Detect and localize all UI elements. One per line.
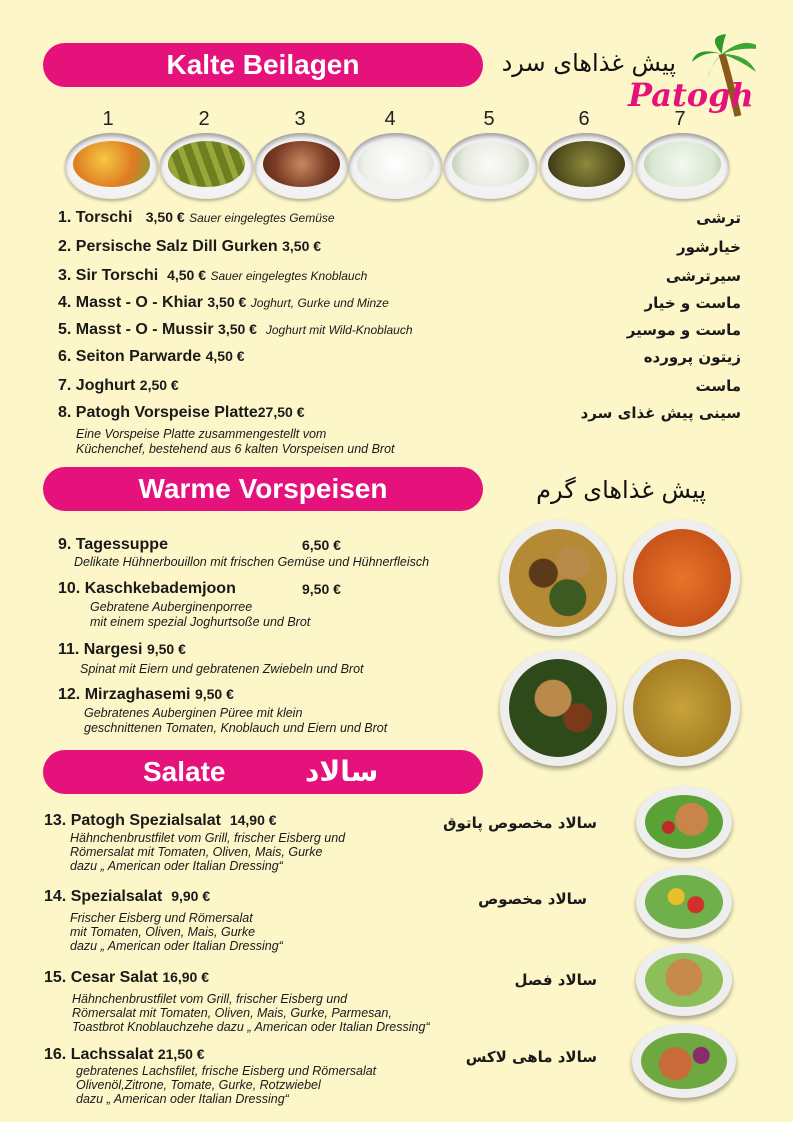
section-title-salate: Salate: [143, 756, 226, 787]
menu-item-10-price: 9,50 €: [302, 581, 341, 597]
menu-item-5-fa: ماست و موسیر: [626, 321, 741, 339]
menu-item-11-desc: Spinat mit Eiern und gebratenen Zwiebeln und Brot: [80, 662, 364, 676]
menu-item-14: 14. Spezialsalat 9,90 €: [44, 888, 211, 905]
menu-item-14-desc-2: mit Tomaten, Oliven, Mais, Gurke: [70, 925, 256, 939]
menu-item-5: 5. Masst - O - Mussir 3,50 € Joghurt mit Wild-Knoblauch: [58, 321, 413, 338]
bowl-sir-torschi: [255, 133, 348, 199]
menu-item-15-desc-1: Hähnchenbrustfilet vom Grill, frischer Eisberg und: [72, 992, 348, 1006]
menu-item-16-fa: سالاد ماهی لاکس: [465, 1048, 597, 1066]
dish-mirzaghasemi-image: [624, 650, 740, 766]
menu-item-13: 13. Patogh Spezialsalat 14,90 €: [44, 812, 277, 829]
section-title-fa-salate: سالاد: [305, 755, 379, 788]
menu-item-12-desc-1: Gebratenes Auberginen Püree mit klein: [84, 706, 303, 720]
menu-item-16-desc-3: dazu „ American oder Italian Dressing“: [76, 1092, 289, 1106]
menu-item-9-price: 6,50 €: [302, 537, 341, 553]
section-banner-kalte: [43, 43, 483, 87]
menu-item-8-desc-1: Eine Vorspeise Platte zusammengestellt vom: [76, 427, 327, 441]
bowl-gurken: [160, 133, 253, 199]
menu-item-7: 7. Joghurt 2,50 €: [58, 377, 179, 394]
salad-cesar-image: [636, 944, 732, 1016]
menu-item-3-fa: سیرترشی: [665, 267, 741, 285]
menu-item-13-desc-3: dazu „ American oder Italian Dressing“: [70, 859, 283, 873]
menu-item-8: 8. Patogh Vorspeise Platte27,50 €: [58, 404, 305, 421]
menu-item-10-desc-2: mit einem spezial Joghurtsoße und Brot: [90, 615, 311, 629]
menu-item-16-desc-1: gebratenes Lachsfilet, frische Eisberg und Römersalat: [76, 1064, 377, 1078]
section-title-fa-kalte: پیش غذاهای سرد: [501, 49, 676, 77]
menu-item-15: 15. Cesar Salat 16,90 €: [44, 969, 210, 986]
bowl-masst-khiar: [349, 133, 442, 199]
salad-spezial-image: [636, 866, 732, 938]
menu-item-6-fa: زیتون پرورده: [643, 348, 741, 366]
menu-item-15-desc-3: Toastbrot Knoblauchzehe dazu „ American oder Italian Dressing“: [72, 1020, 430, 1034]
bowl-number-6: 6: [578, 108, 590, 130]
section-banner-salate: [43, 750, 483, 794]
menu-item-13-fa: سالاد مخصوص پاتوق: [443, 814, 597, 832]
menu-item-8-desc-2: Küchenchef, bestehend aus 6 kalten Vorspeisen und Brot: [76, 442, 395, 456]
menu-item-14-desc-1: Frischer Eisberg und Römersalat: [70, 911, 253, 925]
section-title-kalte: Kalte Beilagen: [166, 49, 360, 80]
menu-item-16-desc-2: Olivenöl,Zitrone, Tomate, Gurke, Rotzwiebel: [76, 1078, 321, 1092]
menu-item-16: 16. Lachssalat 21,50 €: [44, 1046, 205, 1063]
menu-item-7-fa: ماست: [695, 377, 741, 395]
menu-item-2-fa: خیارشور: [677, 238, 741, 256]
salad-lachs-image: [632, 1024, 736, 1098]
bowl-number-1: 1: [102, 108, 114, 130]
menu-item-12: 12. Mirzaghasemi 9,50 €: [58, 686, 234, 703]
menu-item-13-desc-2: Römersalat mit Tomaten, Oliven, Mais, Gurke: [70, 845, 323, 859]
dish-kaschkebademjoon-image: [500, 520, 616, 636]
salad-patogh-image: [636, 786, 732, 858]
menu-item-4-fa: ماست و خیار: [644, 294, 741, 312]
bowl-number-5: 5: [483, 108, 495, 130]
dish-nargesi-image: [500, 650, 616, 766]
menu-item-4: 4. Masst - O - Khiar 3,50 € Joghurt, Gurke und Minze: [58, 294, 389, 311]
bowl-number-7: 7: [674, 108, 686, 130]
menu-item-2: 2. Persische Salz Dill Gurken 3,50 €: [58, 238, 322, 255]
menu-item-1-fa: ترشی: [696, 209, 741, 227]
menu-item-10: 10. Kaschkebademjoon: [58, 580, 236, 597]
bowl-masst-mussir: [444, 133, 537, 199]
section-title-warme: Warme Vorspeisen: [138, 473, 388, 504]
menu-item-6: 6. Seiton Parwarde 4,50 €: [58, 348, 245, 365]
logo-text: Patogh: [628, 76, 754, 114]
bowl-torschi: [65, 133, 158, 199]
menu-item-12-desc-2: geschnittenen Tomaten, Knoblauch und Eiern und Brot: [84, 721, 388, 735]
bowl-number-4: 4: [384, 108, 396, 130]
menu-item-3: 3. Sir Torschi 4,50 € Sauer eingelegtes Knoblauch: [58, 267, 368, 284]
bowl-seiton: [540, 133, 633, 199]
menu-item-15-fa: سالاد فصل: [514, 971, 597, 989]
menu-item-14-desc-3: dazu „ American oder Italian Dressing“: [70, 939, 283, 953]
section-title-fa-warme: پیش غذاهای گرم: [536, 476, 706, 504]
menu-item-10-desc-1: Gebratene Auberginenporree: [90, 600, 253, 614]
menu-item-8-fa: سینی پیش غذای سرد: [580, 404, 741, 422]
menu-item-13-desc-1: Hähnchenbrustfilet vom Grill, frischer Eisberg und: [70, 831, 346, 845]
menu-item-9: 9. Tagessuppe: [58, 536, 168, 553]
bowl-joghurt: [636, 133, 729, 199]
dish-tagessuppe-image: [624, 520, 740, 636]
menu-item-14-fa: سالاد مخصوص: [478, 890, 587, 908]
menu-item-15-desc-2: Römersalat mit Tomaten, Oliven, Mais, Gurke, Parmesan,: [72, 1006, 392, 1020]
menu-item-9-desc: Delikate Hühnerbouillon mit frischen Gemüse und Hühnerfleisch: [74, 555, 430, 569]
bowl-number-3: 3: [294, 108, 306, 130]
section-banner-warme: [43, 467, 483, 511]
bowl-number-2: 2: [198, 108, 210, 130]
menu-item-1: 1. Torschi 3,50 € Sauer eingelegtes Gemüse: [58, 209, 335, 226]
menu-item-11: 11. Nargesi 9,50 €: [58, 641, 186, 658]
